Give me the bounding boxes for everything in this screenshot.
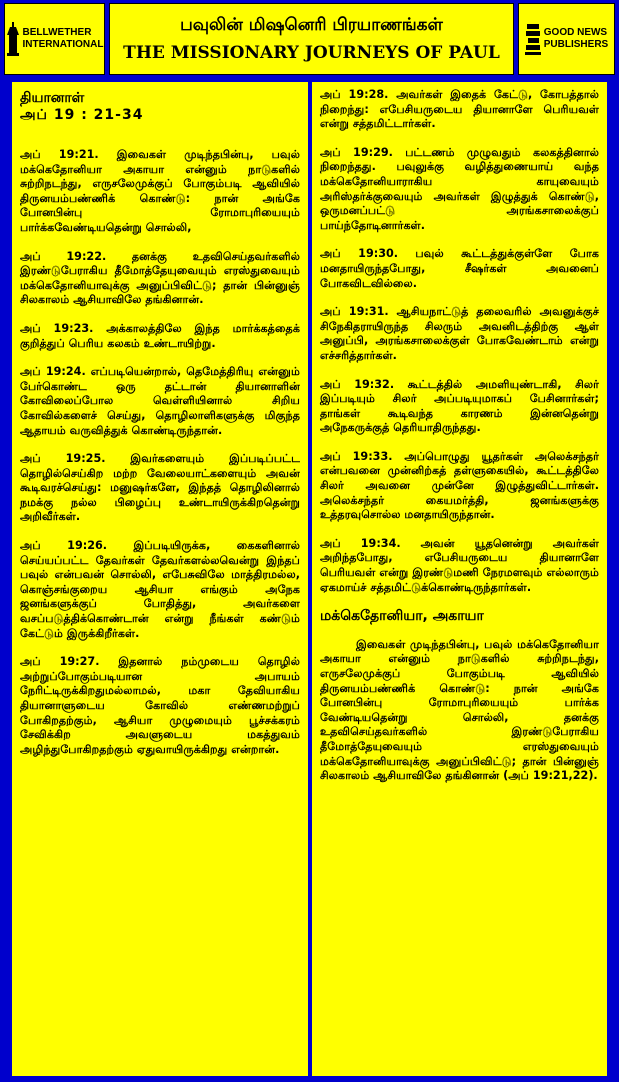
verse-paragraph: அப் 19:24. எப்படியென்றால், தெமேத்திரியு என்னும் பேர்கொண்ட ஒரு தட்டான் தியானாளின் கோவிலைப்போல வெள்ளியினால் சிறிய கோவில்களைச் செய்து, தொழிலாளிகளுக்கு மிகுந்த ஆதாயம் வருவித்துக் கொண்டிருந்தான். <box>20 365 300 437</box>
heading-reference: அப் 19 : 21-34 <box>20 107 144 123</box>
title-box <box>109 3 514 75</box>
verse-paragraph: அப் 19:29. பட்டணம் முழுவதும் கலகத்தினால் நிறைந்தது. பவுலுக்கு வழித்துணையாய் வந்த மக்கெதோனியாராகிய காயுவையும் அரிஸ்தர்க்குவையும் அவர்கள் இழுத்துக் கொண்டு, ஒருமனப்பட்டு அரங்கசாலைக்குப் பாய்ந்தோடினார்கள். <box>320 145 599 232</box>
day-heading <box>20 90 300 124</box>
verse-paragraph: அப் 19:30. பவுல் கூட்டத்துக்குள்ளே போக மனதாயிருந்தபோது, சீஷர்கள் அவனைப் போகவிடவில்லை. <box>320 247 599 290</box>
title-tamil: பவுலின் மிஷனெரி பிரயாணங்கள் <box>180 15 443 35</box>
left-column <box>12 82 308 1076</box>
good-news-logo <box>518 3 615 75</box>
heading-title: தியானாள் <box>20 90 85 106</box>
verse-paragraph: அப் 19:21. இவைகள் முடிந்தபின்பு, பவுல் மக்கெதோனியா அகாயா என்னும் நாடுகளில் சுற்றிநடந்து, எருசலேமுக்குப் போகும்படி ஆவியில் திருனயம்பண்ணிக் கொண்டு: நான் அங்கே போனபின்பு ரோமாபுரியையும் பார்க்கவேண்டியதென்று சொல்லி, <box>20 148 300 234</box>
verse-paragraph: அப் 19:23. அக்காலத்திலே இந்த மார்க்கத்தைக் குறித்துப் பெரிய கலகம் உண்டாயிற்று. <box>20 321 300 350</box>
logo-left-line1: BELLWETHER <box>22 27 92 38</box>
verse-paragraph: அப் 19:28. அவர்கள் இதைக் கேட்டு, கோபத்தால் நிறைந்து: எபேசியருடைய தியானாளே பெரியவள் என்று சத்தமிட்டார்கள். <box>320 88 599 131</box>
right-column <box>312 82 607 1076</box>
logo-right-line1: GOOD NEWS <box>543 27 608 38</box>
bellwether-logo <box>4 3 105 75</box>
verse-paragraph: அப் 19:27. இதனால் நம்முடைய தொழில் அற்றுப்போகும்படியான அபாயம் நேரிட்டிருக்கிறதுமல்லாமல், மகா தேவியாகிய தியானாளுடைய கோவில் எண்ணமற்றுப் போகிறதற்கும், ஆசியா முழுமையும் பூச்சக்கரம் சேவிக்கிற அவளுடைய மகத்துவம் அழிந்துபோகிறதற்கும் ஏதுவாயிருக்கிறது என்றான். <box>20 655 300 756</box>
verse-paragraph: அப் 19:26. இப்படியிருக்க, கைகளினால் செய்யப்பட்ட தேவர்கள் தேவர்களல்லவென்று இந்தப் பவுல் என்பவன் சொல்லி, எபேசுவிலே மாத்திரமல்ல, கொஞ்சங்குறைய ஆசியா எங்கும் அநேக ஜனங்களுக்குப் போதித்து, அவர்களை வசப்படுத்திக்கொண்டான் என்று நீங்கள் கண்டும் கேட்டும் இருக்கிறீர்கள். <box>20 539 300 640</box>
verse-paragraph: அப் 19:22. தனக்கு உதவிசெய்தவர்களில் இரண்டுபேராகிய தீமோத்தேயுவையும் எரஸ்துவையும் மக்கெதோனியாவுக்கு அனுப்பிவிட்டு; தான் பின்னுஞ் சிலகாலம் ஆசியாவிலே தங்கினான். <box>20 249 300 307</box>
logo-left-line2: INTERNATIONAL <box>22 39 104 50</box>
verse-paragraph: அப் 19:33. அப்பொழுது யூதர்கள் அலெக்சந்தர் என்பவனை முன்னிற்கத் தள்ளுகையில், கூட்டத்திலே சிலர் அவனை முன்னே இழுத்துவிட்டார்கள். அலெக்சந்தர் கையமர்த்தி, ஜனங்களுக்கு உத்தரவுசொல்ல மனதாயிருந்தான். <box>320 449 599 522</box>
summary-paragraph: இவைகள் முடிந்தபின்பு, பவுல் மக்கெதோனியா அகாயா என்னும் நாடுகளில் சுற்றிநடந்து, எருசலேமுக்குப் போகும்படி ஆவியில் திருனயம்பண்ணிக் கொண்டு: நான் அங்கே போனபின்பு ரோமாபுரியையும் பார்க்க வேண்டியதென்று சொல்லி, தனக்கு உதவிசெய்தவர்களில் இரண்டுபேராகிய தீமோத்தேயுவையும் எரஸ்துவையும் மக்கெதோனியாவுக்கு அனுப்பிவிட்டு; தான் பின்னுஞ் சிலகாலம் ஆசியாவிலே தங்கினான் (அப் 19:21,22). <box>320 637 599 783</box>
verse-paragraph: அப் 19:34. அவன் யூதனென்று அவர்கள் அறிந்தபோது, எபேசியருடைய தியானாளே பெரியவள் என்று இரண்டுமணி நேரமளவும் எல்லாரும் ஏகமாய்ச் சத்தமிட்டுக்கொண்டிருந்தார்கள். <box>320 536 599 594</box>
bookstack-icon <box>525 22 541 56</box>
bellwether-ram-icon <box>6 21 20 57</box>
verse-paragraph: அப் 19:25. இவர்களையும் இப்படிப்பட்ட தொழில்செய்கிற மற்ற வேலையாட்களையும் அவன் கூடிவரச்செய்து: மனுஷர்களே, இந்தத் தொழிலினால் நமக்கு நல்ல பிழைப்பு உண்டாயிருக்கிறதென்று அறிவீர்கள். <box>20 452 300 524</box>
verse-paragraph: அப் 19:32. கூட்டத்தில் அமளியுண்டாகி, சிலர் இப்படியும் சிலர் அப்படியுமாகப் பேசினார்கள்; தாங்கள் கூடிவந்த காரணம் இன்னதென்று அநேகருக்குத் தெரியாதிருந்தது. <box>320 377 599 435</box>
title-english: THE MISSIONARY JOURNEYS OF PAUL <box>123 43 500 63</box>
logo-right-line2: PUBLISHERS <box>543 39 609 50</box>
verse-paragraph: அப் 19:31. ஆசியநாட்டுத் தலைவரில் அவனுக்குச் சிநேகிதராயிருந்த சிலரும் அவனிடத்திற்கு ஆள் அனுப்பி, அரங்கசாலைக்குள் போகவேண்டாம் என்று எச்சரித்தார்கள். <box>320 305 599 362</box>
columns <box>12 82 607 1076</box>
header <box>4 3 615 75</box>
section-title: மக்கெதோனியா, அகாயா <box>320 608 484 625</box>
